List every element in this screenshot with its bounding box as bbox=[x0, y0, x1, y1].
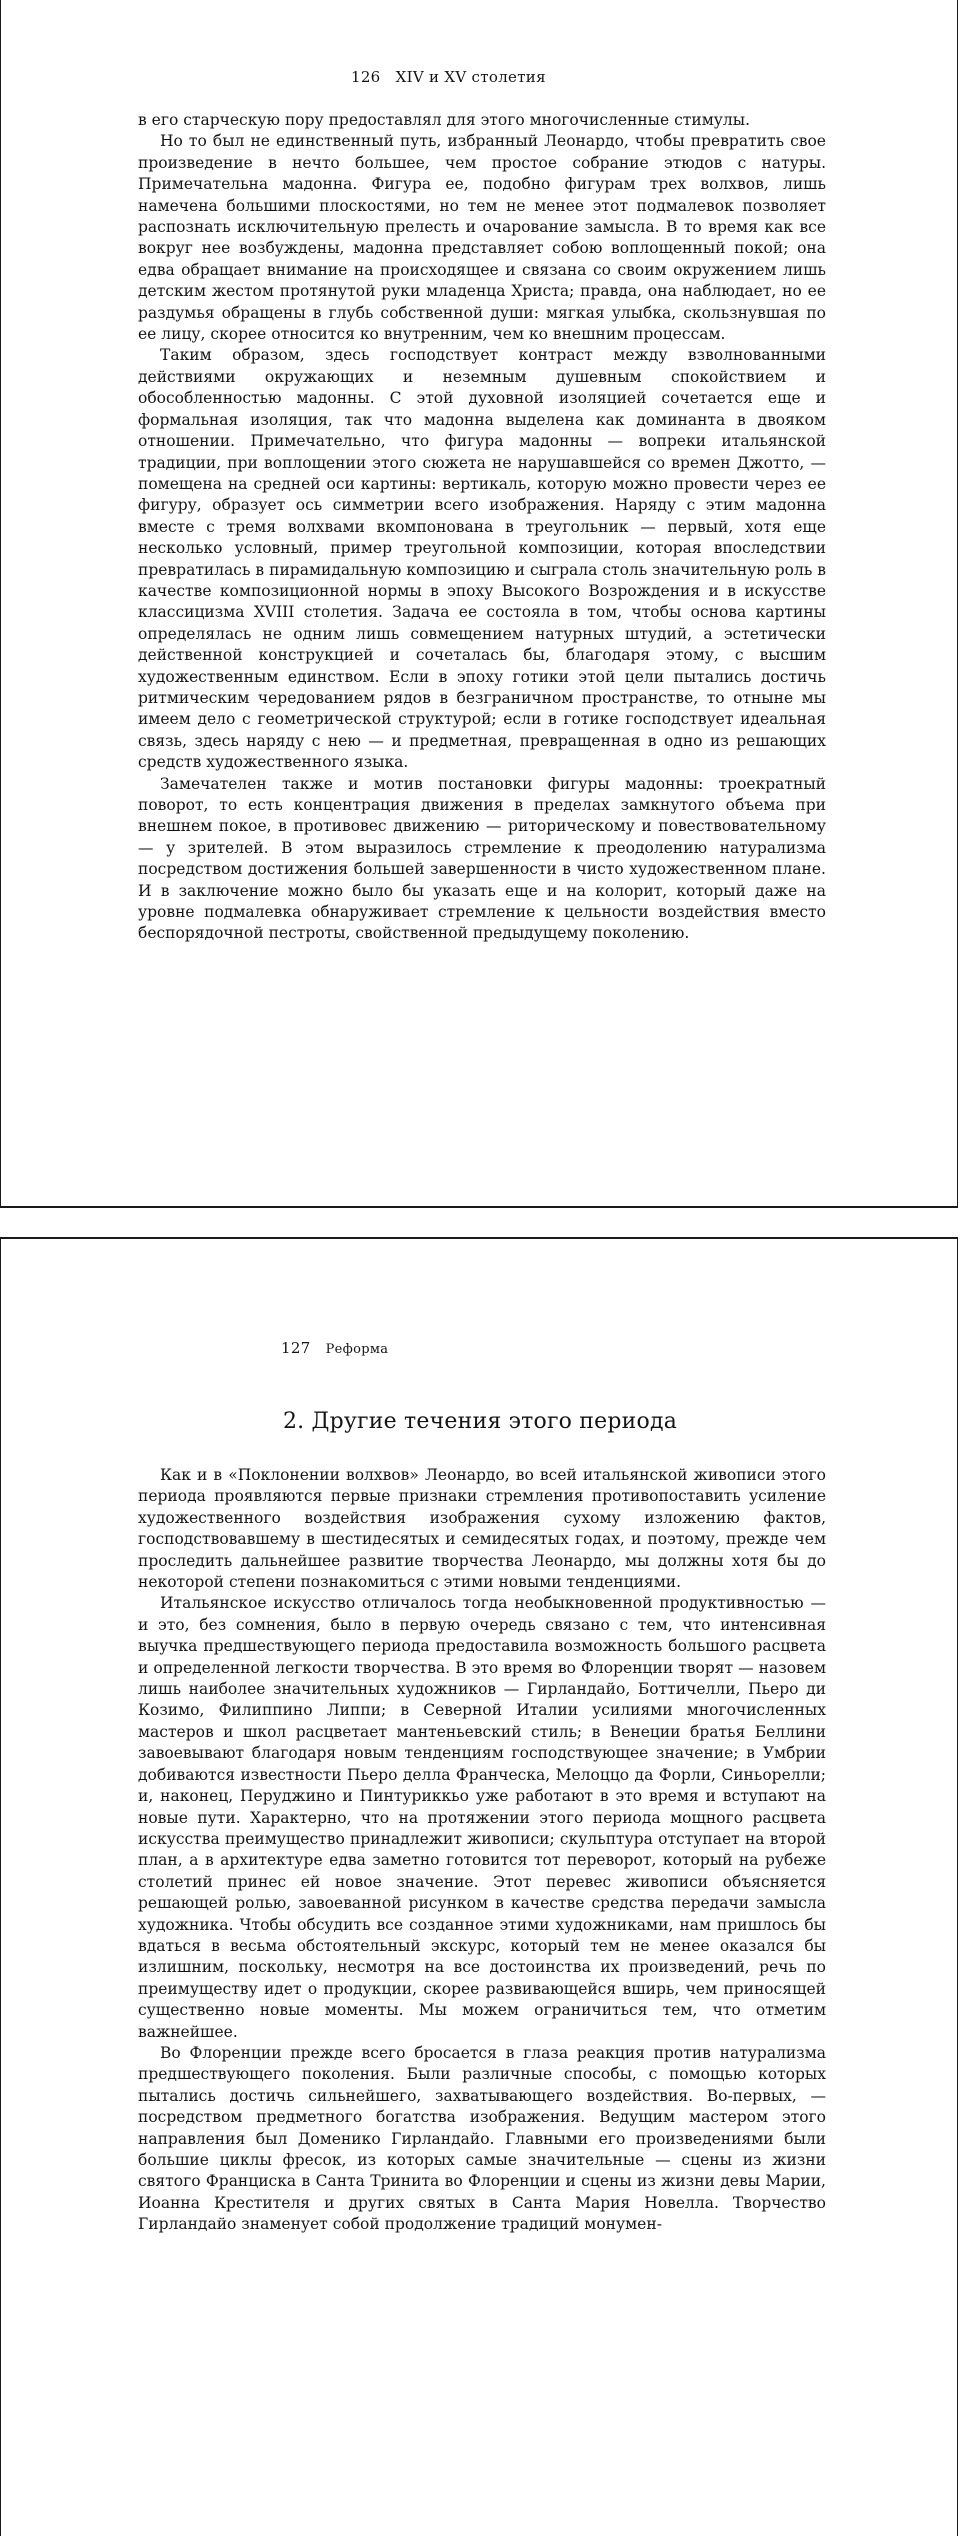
body-text bbox=[138, 110, 826, 945]
paragraph: Итальянское искусство отличалось тогда необыкновенной продуктивностью — и это, без сомнения, было в первую очередь связано с тем, что интенсивная выучка предшествующего периода предоставила возможность большого расцвета и определенной легкости творчества. В это время во Флоренции творят — назовем лишь наиболее значительных художников — Гирландайо, Боттичелли, Пьеро ди Козимо, Филиппино Липпи; в Северной Италии усилиями многочисленных мастеров и школ расцветает мантеньевский стиль; в Венеции братья Беллини завоевывают благодаря новым тенденциям господствующее значение; в Умбрии добиваются известности Пьеро делла Франческа, Мелоццо да Форли, Синьорелли; и, наконец, Перуджино и Пинтуриккьо уже работают в это время и вступают на новые пути. Характерно, что на протяжении этого периода мощного расцвета искусства преимущество принадлежит живописи; скульптура отступает на второй план, а в архитектуре едва заметно готовится тот переворот, который на рубеже столетий принес ей новое значение. Этот перевес живописи объясняется решающей ролью, завоеванной рисунком в качестве средства передачи замысла художника. Чтобы обсудить все созданное этими художниками, нам пришлось бы вдаться в весьма обстоятельный экскурс, который тем не менее оказался бы излишним, поскольку, несмотря на все достоинства их произведений, речь по преимуществу идет о продукции, скорее развивающейся вширь, чем приносящей существенно новые моменты. Мы можем ограничиться тем, что отметим важнейшее. bbox=[138, 1594, 826, 2041]
paragraph: Но то был не единственный путь, избранный Леонардо, чтобы превратить свое произведение в нечто большее, чем простое собрание этюдов с натуры. Примечательна мадонна. Фигура ее, подобно фигурам трех волхвов, лишь намечена большими плоскостями, но тем не менее этот подмалевок позволяет распознать исключительную прелесть и очарование замысла. В то время как все вокруг нее возбуждены, мадонна представляет собою воплощенный покой; она едва обращает внимание на происходящее и связана со своим окружением лишь детским жестом протянутой руки младенца Христа; правда, она наблюдает, но ее раздумья обращены в глубь собственной души: мягкая улыбка, скользнувшая по ее лицу, скорее относится ко внутренним, чем ко внешним процессам. bbox=[138, 132, 826, 344]
paragraph: Замечателен также и мотив постановки фигуры мадонны: троекратный поворот, то есть концентрация движения в пределах замкнутого объема при внешнем покое, в противовес движению — риторическому и повествовательному — у зрителей. В этом выразилось стремление к преодолению натурализма посредством достижения большей завершенности в чисто художественном плане. И в заключение можно было бы указать еще и на колорит, который даже на уровне подмалевка обнаруживает стремление к цельности воздействия вместо беспорядочной пестроты, свойственной предыдущему поколению. bbox=[138, 774, 826, 943]
chapter-heading: 2. Другие течения этого периода bbox=[282, 1409, 678, 1434]
page-gap bbox=[0, 1208, 960, 1237]
page-number: 127 bbox=[281, 1339, 311, 1357]
paragraph: Как и в «Поклонении волхвов» Леонардо, во всей итальянской живописи этого периода проявляются первые признаки стремления противопоставить усиление художественного воздействия изображения сухому изложению фактов, господствовавшему в шестидесятых и семидесятых годах, и поэтому, прежде чем проследить дальнейшее развитие творчества Леонардо, мы должны хотя бы до некоторой степени познакомиться с этими новыми тенденциями. bbox=[138, 1466, 826, 1592]
body-text bbox=[138, 1465, 826, 2236]
page-126 bbox=[0, 0, 958, 1208]
page-number: 126 bbox=[351, 68, 381, 86]
page-127 bbox=[0, 1237, 958, 2536]
running-title: XIV и XV столетия bbox=[395, 68, 546, 86]
running-head bbox=[351, 68, 546, 86]
running-head bbox=[281, 1339, 388, 1357]
running-title: Реформа bbox=[325, 1342, 389, 1357]
paragraph: в его старческую пору предоставлял для этого многочисленные стимулы. bbox=[138, 111, 750, 129]
paragraph: Таким образом, здесь господствует контраст между взволнованными действиями окружающих и неземным душевным спокойствием и обособленностью мадонны. С этой духовной изоляцией сочетается еще и формальная изоляция, так что мадонна выделена как доминанта в двояком отношении. Примечательно, что фигура мадонны — вопреки итальянской традиции, при воплощении этого сюжета не нарушавшейся со времен Джотто, — помещена на средней оси картины: вертикаль, которую можно провести через ее фигуру, образует ось симметрии всего изображения. Наряду с этим мадонна вместе с тремя волхвами вкомпонована в треугольник — первый, хотя еще несколько условный, пример треугольной композиции, которая впоследствии превратилась в пирамидальную композицию и сыграла столь значительную роль в качестве композиционной нормы в эпоху Высокого Возрождения и в искусстве классицизма XVIII столетия. Задача ее состояла в том, чтобы основа картины определялась не одним лишь совмещением натурных штудий, а эстетически действенной конструкцией и сочеталась бы, благодаря этому, с высшим художественным единством. Если в эпоху готики этой цели пытались достичь ритмическим чередованием рядов в безграничном пространстве, то отныне мы имеем дело с геометрической структурой; если в готике господствует идеальная связь, здесь наряду с нею — и предметная, превращенная в одно из решающих средств художественного языка. bbox=[138, 346, 826, 772]
paragraph: Во Флоренции прежде всего бросается в глаза реакция против натурализма предшествующего поколения. Были различные способы, с помощью которых пытались достичь сильнейшего, захватывающего воздействия. Во-первых, — посредством предметного богатства изображения. Ведущим мастером этого направления был Доменико Гирландайо. Главными его произведениями были большие циклы фресок, из которых самые значительные — сцены из жизни святого Франциска в Санта Тринита во Флоренции и сцены из жизни девы Марии, Иоанна Крестителя и других святых в Санта Мария Новелла. Творчество Гирландайо знаменует собой продолжение традиций монумен- bbox=[138, 2043, 826, 2234]
